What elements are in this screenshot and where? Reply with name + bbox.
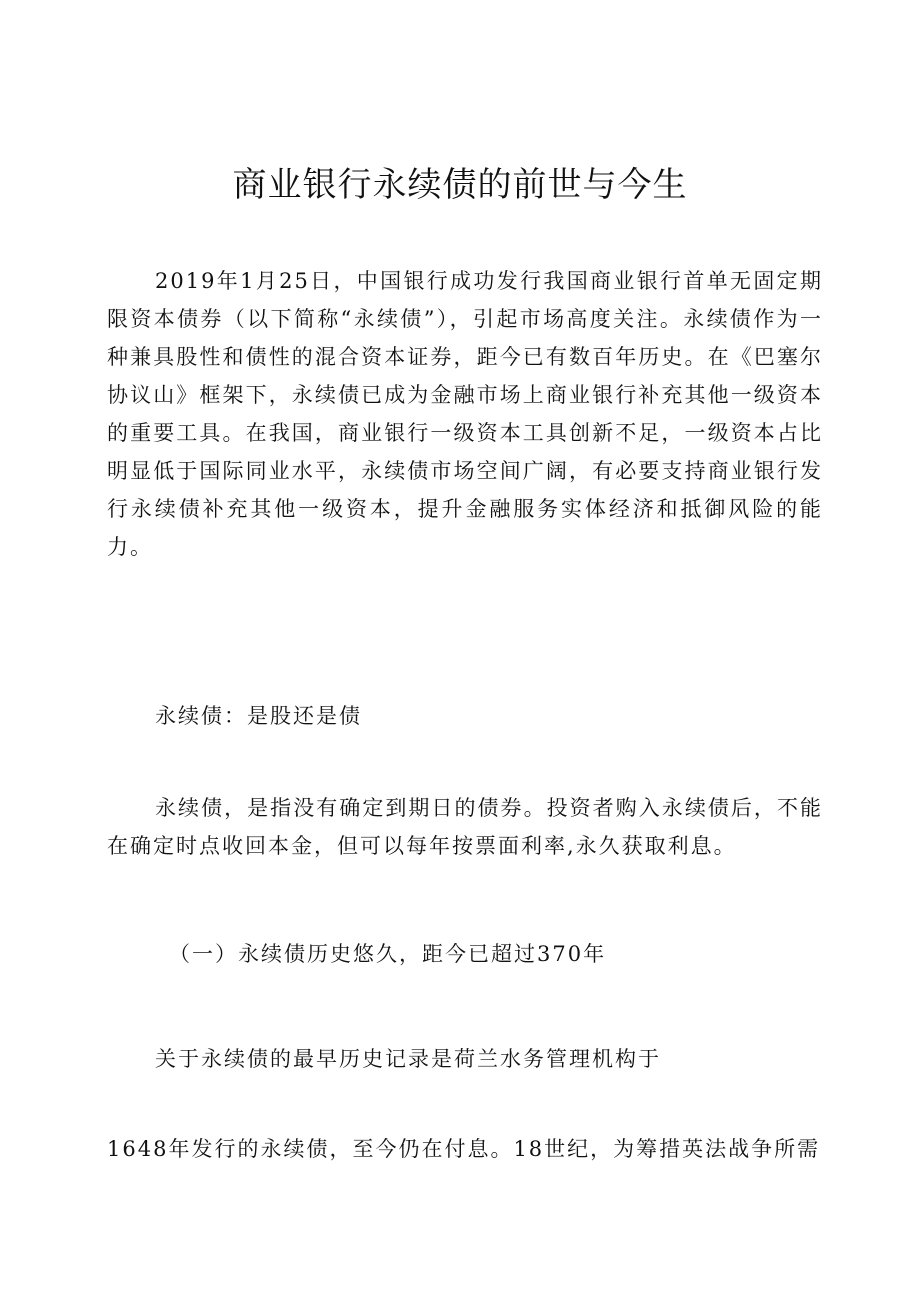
- history-paragraph: 关于永续债的最早历史记录是荷兰水务管理机构于: [155, 1047, 661, 1071]
- history-paragraph-continued: 1648年发行的永续债，至今仍在付息。18世纪，为筹措英法战争所需: [107, 1137, 821, 1161]
- document-title: 商业银行永续债的前世与今生: [232, 165, 688, 205]
- intro-paragraph: 2019年1月25日，中国银行成功发行我国商业银行首单无固定期限资本债券（以下简称“永续债”），引起市场高度关注。永续债作为一种兼具股性和债性的混合资本证券，距今已有数百年历史。在《巴塞尔协议山》框架下，永续债已成为金融市场上商业银行补充其他一级资本的重要工具。在我国，商业银行一级资本工具创新不足，一级资本占比明显低于国际同业水平，永续债市场空间广阔，有必要支持商业银行发行永续债补充其他一级资本，提升金融服务实体经济和抵御风险的能力。: [107, 269, 823, 559]
- definition-paragraph: 永续债，是指没有确定到期日的债券。投资者购入永续债后，不能在确定时点收回本金，但可以每年按票面利率,永久获取利息。: [107, 796, 823, 858]
- section-heading: 永续债：是股还是债: [155, 704, 362, 728]
- subsection-heading: （一）永续债历史悠久，距今已超过370年: [169, 942, 607, 966]
